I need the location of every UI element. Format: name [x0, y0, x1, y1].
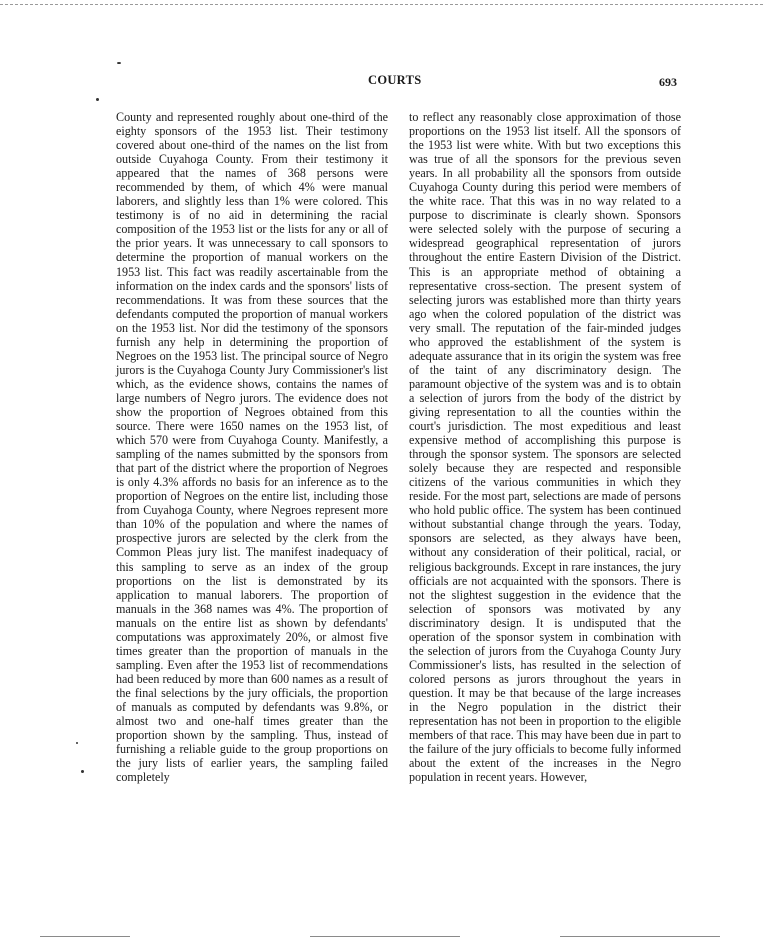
running-head-title: COURTS	[368, 73, 422, 87]
top-border-rule	[0, 4, 763, 5]
page-number: 693	[659, 75, 677, 89]
scan-speck	[76, 742, 78, 744]
bottom-scan-rule	[310, 936, 460, 937]
body-text-left-column: County and represented roughly about one-third of the eighty sponsors of the 1953 list. Their testimony covered about one-third of the names on the list from outside Cuyahoga County. From their testimony it appeared that the names of 368 persons were recommended by them, of which 4% were manual laborers, and slightly less than 1% were colored. This testimony is of no aid in determining the racial composition of the 1953 list or the lists for any or all of the prior years. It was unnecessary to call sponsors to determine the proportion of manual workers on the 1953 list. This fact was readily ascertainable from the information on the index cards and the sponsors' lists of recommendations. It was from these sources that the defendants computed the proportion of manual workers on the 1953 list. Nor did the testimony of the sponsors furnish any help in determining the proportion of Negroes on the 1953 list. The principal source of Negro jurors is the Cuyahoga County Jury Commissioner's list which, as the evidence shows, contains the names of large numbers of Negro jurors. The evidence does not show the proportion of Negroes obtained from this source. There were 1650 names on the 1953 list, of which 570 were from Cuyahoga County. Manifestly, a sampling of the names submitted by the sponsors from that part of the district where the proportion of Negroes is only 4.3% affords no basis for an inference as to the proportion of Negroes on the entire list, including those from Cuyahoga County, where Negroes represent more than 10% of the population and where the names of prospective jurors are selected by the clerk from the Common Pleas jury list. The manifest inadequacy of this sampling to serve as an index of the group proportions on the list is demonstrated by its application to manual laborers. The proportion of manuals in the 368 names was 4%. The proportion of manuals on the entire list as shown by defendants' computations was approximately 20%, or almost five times greater than the proportion of manuals in the sampling. Even after the 1953 list of recommendations had been reduced by more than 600 names as a result of the final selections by the jury officials, the proportion of manuals as computed by defendants was 9.8%, or almost two and one-half times greater than the proportion shown by the sampling. Thus, instead of furnishing a reliable guide to the group proportions on the jury lists of earlier years, the sampling failed completely	[116, 110, 388, 785]
scan-speck	[81, 770, 84, 773]
body-text-right-column: to reflect any reasonably close approximation of those proportions on the 1953 list itself. All the sponsors of the 1953 list were white. With but two exceptions this was true of all the sponsors for the previous seven years. In all probability all the sponsors from outside Cuyahoga County during this period were members of the white race. That this was in no way related to a purpose to discriminate is clearly shown. Sponsors were selected solely with the purpose of securing a widespread geographical representation of jurors throughout the entire Eastern Division of the District. This is an appropriate method of obtaining a representative cross-section. The present system of selecting jurors was established more than thirty years ago when the colored population of the district was very small. The reputation of the fair-minded judges who approved the establishment of the system is adequate assurance that in its origin the system was free of the taint of any discriminatory design. The paramount objective of the system was and is to obtain a selection of jurors from the body of the district by giving representation to all the counties within the court's jurisdiction. The most expeditious and least expensive method of accomplishing this purpose is through the sponsor system. The sponsors are selected solely because they are respected and responsible citizens of the various communities in which they reside. For the most part, selections are made of persons who hold public office. The system has been continued without substantial change through the years. Today, sponsors are selected, as they always have been, without any consideration of their political, racial, or religious backgrounds. Except in rare instances, the jury officials are not acquainted with the sponsors. There is not the slightest suggestion in the evidence that the selection of sponsors was motivated by any discriminatory design. It is undisputed that the operation of the sponsor system in combination with the selection of jurors from the Cuyahoga County Jury Commissioner's lists, has resulted in the selection of colored persons as jurors throughout the years in question. It may be that because of the large increases in the Negro population in the district their representation has not been in proportion to the eligible members of that race. This may have been due in part to the failure of the jury officials to become fully informed about the extent of the increases in the Negro population in recent years. However,	[409, 110, 681, 785]
scan-speck	[117, 62, 121, 64]
bottom-scan-rule	[560, 936, 720, 937]
scan-speck	[96, 98, 99, 101]
bottom-scan-rule	[40, 936, 130, 937]
